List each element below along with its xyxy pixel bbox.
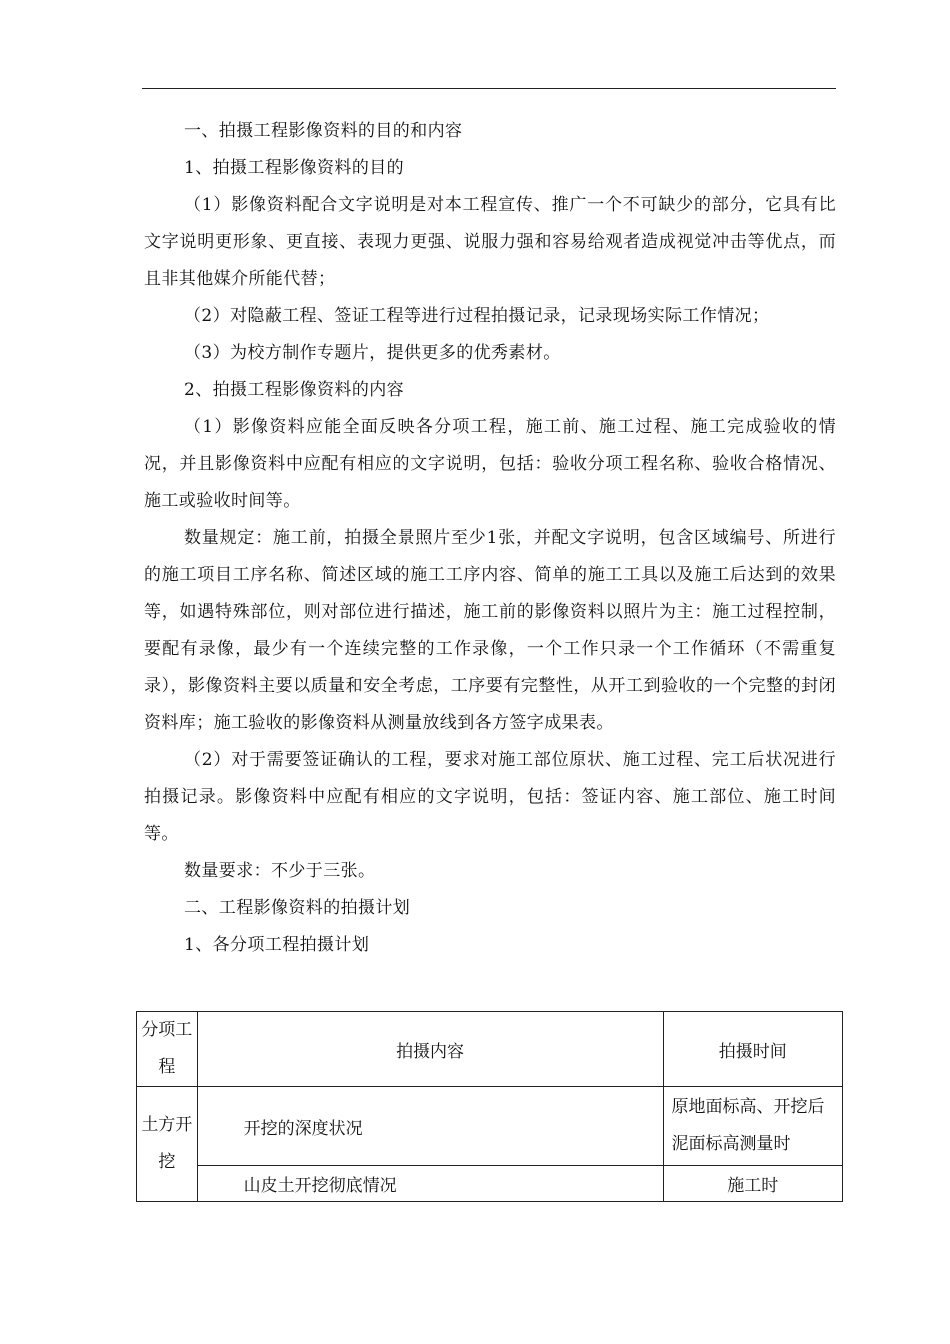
document-body <box>144 113 836 964</box>
subsection-heading-2: 2、拍摄工程影像资料的内容 <box>184 380 405 400</box>
table-header-cell: 拍摄时间 <box>663 1012 842 1087</box>
table-header-cell: 分项工程 <box>137 1012 198 1087</box>
paragraph: （2）对隐蔽工程、签证工程等进行过程拍摄记录，记录现场实际工作情况； <box>184 306 770 326</box>
subsection-heading-3: 1、各分项工程拍摄计划 <box>184 935 370 955</box>
paragraph: （1）影像资料配合文字说明是对本工程宣传、推广一个不可缺少的部分，它具有比文字说明更形象、更直接、表现力更强、说服力强和容易给观者造成视觉冲击等优点，而且非其他媒介所能代替； <box>144 195 836 289</box>
table-header-row <box>137 1012 843 1087</box>
table-row <box>137 1087 843 1166</box>
paragraph: （3）为校方制作专题片，提供更多的优秀素材。 <box>184 343 561 363</box>
subsection-heading-1: 1、拍摄工程影像资料的目的 <box>184 158 405 178</box>
header-rule <box>142 88 836 89</box>
section-heading-1: 一、拍摄工程影像资料的目的和内容 <box>184 121 463 141</box>
paragraph: （2）对于需要签证确认的工程，要求对施工部位原状、施工过程、完工后状况进行拍摄记录。影像资料中应配有相应的文字说明，包括：签证内容、施工部位、施工时间等。 <box>144 750 836 844</box>
paragraph: 数量规定：施工前，拍摄全景照片至少1张，并配文字说明，包含区域编号、所进行的施工项目工序名称、简述区域的施工工序内容、简单的施工工具以及施工后达到的效果等，如遇特殊部位，则对部位进行描述，施工前的影像资料以照片为主：施工过程控制，要配有录像，最少有一个连续完整的工作录像，一个工作只录一个工作循环（不需重复录），影像资料主要以质量和安全考虑，工序要有完整性，从开工到验收的一个完整的封闭资料库；施工验收的影像资料从测量放线到各方签字成果表。 <box>144 528 836 733</box>
table-header-cell: 拍摄内容 <box>197 1012 663 1087</box>
table-group-cell: 土方开挖 <box>137 1087 198 1202</box>
shooting-plan-table <box>136 1011 843 1202</box>
section-heading-2: 二、工程影像资料的拍摄计划 <box>184 898 411 918</box>
table-cell: 原地面标高、开挖后泥面标高测量时 <box>663 1087 842 1166</box>
paragraph: （1）影像资料应能全面反映各分项工程，施工前、施工过程、施工完成验收的情况，并且影像资料中应配有相应的文字说明，包括：验收分项工程名称、验收合格情况、施工或验收时间等。 <box>144 417 836 511</box>
table-cell: 开挖的深度状况 <box>197 1087 663 1166</box>
paragraph: 数量要求：不少于三张。 <box>184 861 376 881</box>
table-cell: 施工时 <box>663 1166 842 1202</box>
table-cell: 山皮土开挖彻底情况 <box>197 1166 663 1202</box>
table-row <box>137 1166 843 1202</box>
